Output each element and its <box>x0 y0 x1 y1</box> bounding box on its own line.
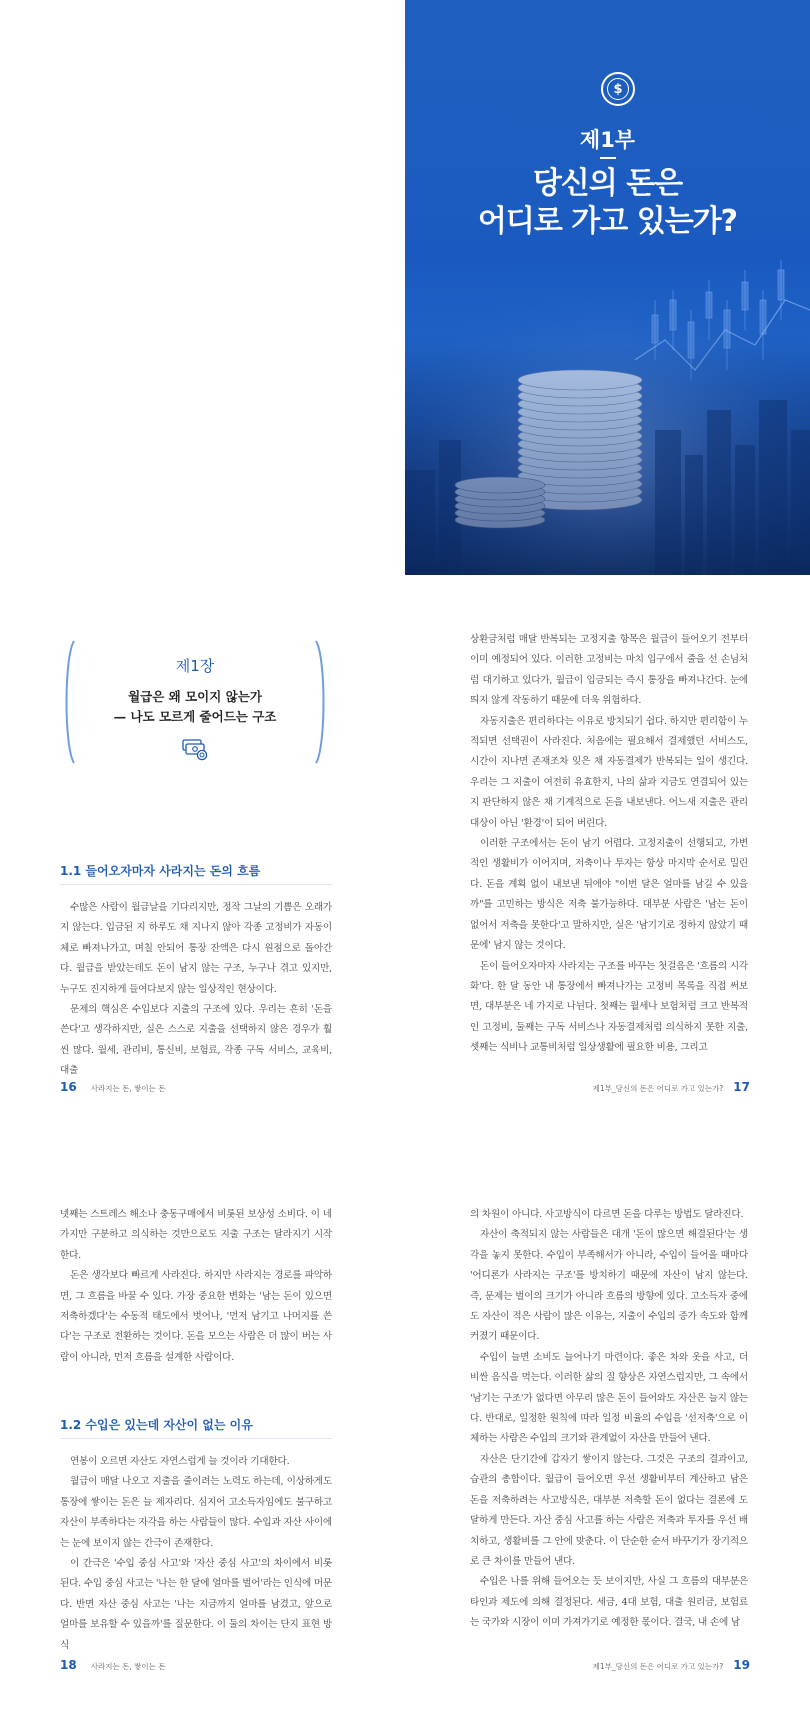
page-number: 17 <box>733 1080 750 1094</box>
page-16-footer <box>60 1076 165 1095</box>
paragraph: 이러한 구조에서는 돈이 남기 어렵다. 고정지출이 선행되고, 가변적인 생활비가 이어지며, 저축이나 투자는 항상 마지막 순서로 밀린다. 돈을 계획 없이 내보낸 뒤에야 "이번 달은 얼마를 남길 수 있을까"를 고민하는 방식은 저축 불가능하다. 대부분 사람은 '남는 돈이 없어서 저축을 못한다'고 말하지만, 실은 '남기기로 정하지 않았기 때문에' 남지 않는 것이다. <box>470 838 748 952</box>
paragraph: 수입은 나를 위해 들어오는 듯 보이지만, 사실 그 흐름의 대부분은 타인과 제도에 의해 결정된다. 세금, 4대 보험, 대출 원리금, 보험료는 국가와 시장이 이미 가져가기로 예정한 몫이다. 결국, 내 손에 남 <box>470 1576 748 1629</box>
part-title-line-1: 당신의 돈은 <box>532 166 683 201</box>
paragraph: 자산이 축적되지 않는 사람들은 대개 '돈이 많으면 해결된다'는 생각을 놓지 못한다. 수입이 부족해서가 아니라, 수입이 들어올 때마다 '어디론가 사라지는 구조'를 방치하기 때문에 자산이 남지 않는다. 즉, 문제는 벌이의 크기가 아니라 흐름의 방향에 있다. 고소득자 중에도 자산이 적은 사람이 많은 이유는, 지출이 수입의 증가 속도와 함께 커졌기 때문이다. <box>470 1229 748 1343</box>
running-head: 사라지는 돈, 쌓이는 돈 <box>90 1662 166 1671</box>
section-heading-1-2: 1.2 수입은 있는데 자산이 없는 이유 <box>60 1418 253 1432</box>
page-18-body-top <box>60 1205 332 1368</box>
dollar-coin-icon <box>601 72 635 106</box>
chapter-title <box>60 687 330 727</box>
paragraph: 넷째는 스트레스 해소나 충동구매에서 비롯된 보상성 소비다. 이 네 가지만 구분하고 의식하는 것만으로도 지출 구조는 달라지기 시작한다. <box>60 1209 332 1261</box>
paragraph: 돈은 생각보다 빠르게 사라진다. 하지만 사라지는 경로를 파악하면, 그 흐름을 바꿀 수 있다. 가장 중요한 변화는 '남는 돈이 있으면 저축하겠다'는 수동적 태도에서 벗어나, '먼저 남기고 나머지를 쓴다'는 구조로 전환하는 것이다. 돈을 모으는 사람은 더 많이 버는 사람이 아니라, 먼저 흐름을 설계한 사람이다. <box>60 1270 332 1363</box>
page-18-body-bottom <box>60 1452 332 1656</box>
page-17-footer <box>593 1076 750 1095</box>
paragraph: 상환금처럼 매달 반복되는 고정지출 항목은 월급이 들어오기 전부터 이미 예정되어 있다. 이러한 고정비는 마치 입구에서 줄을 선 손님처럼 대기하고 있다가, 월급이 입금되는 즉시 통장을 빠져나간다. 눈에 띄지 않게 작동하기 때문에 더욱 위험하다. <box>470 634 748 707</box>
chapter-title-line-1: 월급은 왜 모이지 않는가 <box>128 689 262 704</box>
paragraph: 수많은 사람이 월급날을 기다리지만, 정작 그날의 기쁨은 오래가지 않는다. 입금된 지 하루도 채 지나지 않아 각종 고정비가 자동이체로 빠져나가고, 며칠 안되어 통장 잔액은 다시 원점으로 돌아간다. 월급을 받았는데도 돈이 남지 않는 구조, 누구나 겪고 있지만, 누구도 진지하게 들여다보지 않는 일상적인 현상이다. <box>60 902 332 995</box>
page-number: 19 <box>733 1658 750 1672</box>
paragraph: 월급이 매달 나오고 지출을 줄이려는 노력도 하는데, 이상하게도 통장에 쌓이는 돈은 늘 제자리다. 심지어 고소득자임에도 불구하고 자산이 부족하다는 자각을 하는 사람들이 많다. 수입과 자산 사이에는 눈에 보이지 않는 간극이 존재한다. <box>60 1476 332 1549</box>
page-number: 16 <box>60 1080 77 1094</box>
paragraph: 연봉이 오르면 자산도 자연스럽게 늘 것이라 기대한다. <box>70 1456 290 1467</box>
page-16-body <box>60 898 332 1082</box>
section-heading-1-1: 1.1 들어오자마자 사라지는 돈의 흐름 <box>60 864 261 878</box>
dollar-symbol: $ <box>607 78 629 100</box>
paragraph: 문제의 핵심은 수입보다 지출의 구조에 있다. 우리는 흔히 '돈을 쓴다'고 생각하지만, 실은 스스로 지출을 선택하지 않은 경우가 훨씬 많다. 월세, 관리비, 통신비, 보험료, 각종 구독 서비스, 교육비, 대출 <box>60 1004 332 1077</box>
running-head: 제1부_당신의 돈은 어디로 가고 있는가? <box>592 1662 724 1671</box>
running-head: 제1부_당신의 돈은 어디로 가고 있는가? <box>592 1084 724 1093</box>
paragraph: 자동지출은 편리하다는 이유로 방치되기 쉽다. 하지만 편리함이 누적되면 선택권이 사라진다. 처음에는 필요해서 결제했던 서비스도, 시간이 지나면 존재조차 잊은 채 자동결제가 반복되는 일이 생긴다. 우리는 그 지출이 여전히 유효한지, 나의 삶과 지금도 연결되어 있는지 판단하지 않은 채 기계적으로 돈을 내보낸다. 어느새 지출은 관리 대상이 아닌 '환경'이 되어 버린다. <box>470 715 748 829</box>
paragraph: 수입이 늘면 소비도 늘어나기 마련이다. 좋은 차와 옷을 사고, 더 비싼 음식을 먹는다. 이러한 삶의 질 향상은 자연스럽지만, 그 속에서 '남기는 구조'가 없다면 아무리 많은 돈이 들어와도 자산은 늘지 않는다. 반대로, 일정한 원칙에 따라 일정 비율의 수입을 '선저축'으로 이체하는 사람은 수입의 크기와 관계없이 자산을 만들어 낸다. <box>470 1351 748 1445</box>
paragraph: 이 간극은 '수입 중심 사고'와 '자산 중심 사고'의 차이에서 비롯된다. 수입 중심 사고는 '나는 한 달에 얼마를 벌어'라는 인식에 머문다. 반면 자산 중심 사고는 '나는 지금까지 얼마를 남겼고, 앞으로 얼마를 보유할 수 있을까'를 질문한다. 이 둘의 차이는 단지 표현 방식 <box>60 1558 332 1651</box>
part-title-line-2: 어디로 가고 있는가? <box>477 204 738 239</box>
paragraph: 의 차원이 아니다. 사고방식이 다르면 돈을 다루는 방법도 달라진다. <box>470 1209 744 1220</box>
chapter-box <box>60 637 330 767</box>
money-coins-icon <box>181 737 209 761</box>
page-19-body <box>470 1205 748 1634</box>
running-head: 사라지는 돈, 쌓이는 돈 <box>90 1084 166 1093</box>
part-label: 제1부 <box>579 128 636 152</box>
page-19-footer <box>593 1654 750 1673</box>
paragraph: 돈이 들어오자마자 사라지는 구조를 바꾸는 첫걸음은 '흐름의 시각화'다. 한 달 동안 내 통장에서 빠져나가는 고정비 목록을 직접 써보면, 대부분은 네 가지로 나뉜다. 첫째는 월세나 보험처럼 크고 반복적인 고정비, 둘째는 구독 서비스나 자동결제처럼 의식하지 못한 지출, 셋째는 식비나 교통비처럼 일상생활에 필요한 비용, 그리고 <box>470 960 748 1054</box>
paragraph: 자산은 단기간에 갑자기 쌓이지 않는다. 그것은 구조의 결과이고, 습관의 총합이다. 월급이 들어오면 우선 생활비부터 계산하고 남은 돈을 저축하려는 사고방식은, 대부분 저축할 돈이 없다는 결론에 도달하게 만든다. 자산 중심 사고를 하는 사람은 저축과 투자를 우선 배치하고, 생활비를 그 안에 맞춘다. 이 단순한 순서 바꾸기가 장기적으로 큰 차이를 만들어 낸다. <box>470 1453 748 1567</box>
chapter-title-line-2: — 나도 모르게 줄어드는 구조 <box>113 709 277 724</box>
section-rule <box>60 884 332 885</box>
chapter-label: 제1장 <box>175 657 215 675</box>
part-title <box>405 165 810 241</box>
page-17-body <box>470 630 748 1059</box>
section-rule <box>60 1438 332 1439</box>
divider <box>600 157 616 159</box>
part-cover <box>405 0 810 575</box>
page-18-footer <box>60 1654 165 1673</box>
page-number: 18 <box>60 1658 77 1672</box>
